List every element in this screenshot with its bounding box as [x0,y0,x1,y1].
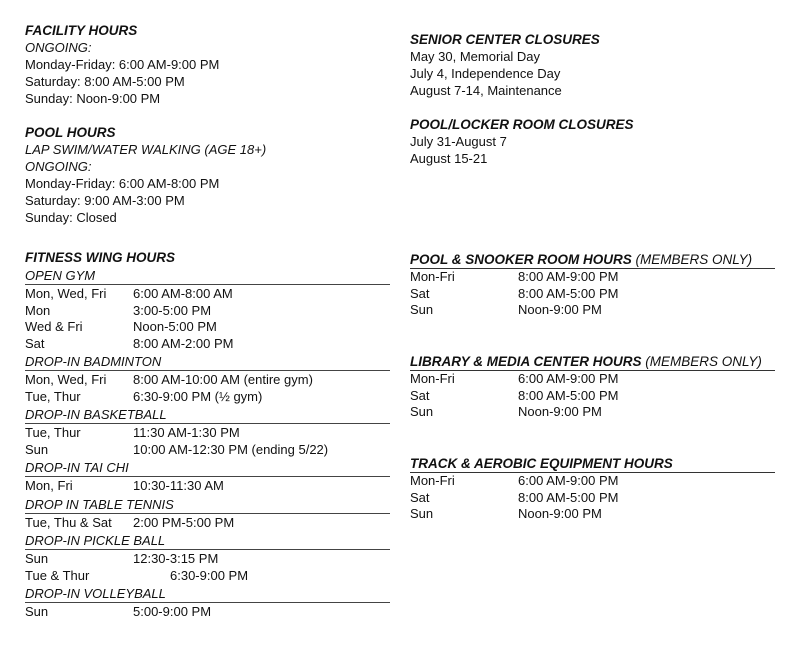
group-heading: DROP-IN BADMINTON [25,354,390,371]
schedule-row [25,303,390,320]
row-time: 12:30-3:15 PM [133,551,219,566]
schedule-row [25,372,390,389]
pool-ongoing: ONGOING: [25,159,92,174]
row-time: 11:30 AM-1:30 PM [133,425,240,440]
row-days: Sat [410,489,430,505]
pool-line: Saturday: 9:00 AM-3:00 PM [25,193,185,208]
row-time: 8:00 AM-10:00 AM (entire gym) [133,372,313,387]
schedule-row [410,371,775,388]
row-time: 8:00 AM-9:00 PM [518,269,619,284]
schedule-row [25,425,390,442]
library-title [410,353,775,371]
schedule-row [410,490,775,507]
row-days: Sat [410,285,430,301]
group-heading: DROP IN TABLE TENNIS [25,497,390,514]
senior-closure-line: August 7-14, Maintenance [410,83,562,98]
row-time: 8:00 AM-2:00 PM [133,335,234,351]
table-tennis-group [25,497,390,532]
facility-line: Saturday: 8:00 AM-5:00 PM [25,74,185,89]
row-time: 2:00 PM-5:00 PM [133,514,235,530]
row-days: Sun [410,302,434,317]
schedule-row [410,404,775,421]
row-days: Wed & Fri [25,319,83,334]
facility-line: Monday-Friday: 6:00 AM-9:00 PM [25,57,220,72]
schedule-row [25,336,390,353]
facility-hours-section [25,22,385,107]
row-days: Mon-Fri [410,371,455,386]
schedule-row [25,286,390,303]
row-time: 5:00-9:00 PM [133,604,212,619]
fitness-wing-title: FITNESS WING HOURS [25,250,176,265]
row-time: 10:30-11:30 AM [133,478,224,493]
track-title: TRACK & AEROBIC EQUIPMENT HOURS [410,455,775,473]
schedule-row [410,388,775,405]
schedule-row [25,551,390,568]
senior-closure-line: July 4, Independence Day [410,66,561,81]
schedule-row [25,515,390,532]
row-time: Noon-9:00 PM [518,404,602,419]
row-days: Sun [25,551,49,566]
open-gym-group [25,268,390,352]
snooker-section [410,251,775,319]
row-days: Mon, Fri [25,478,73,493]
schedule-row [410,302,775,319]
row-days: Mon [25,302,51,318]
row-time: 6:00 AM-9:00 PM [518,473,619,488]
fitness-wing-section [25,249,390,623]
row-days: Mon, Wed, Fri [25,372,107,387]
schedule-row [25,442,390,459]
row-days: Mon-Fri [410,269,455,284]
snooker-title-text: POOL & SNOOKER ROOM HOURS [410,252,632,267]
row-days: Tue, Thur [25,388,81,404]
row-days: Sun [25,441,49,457]
locker-closures-section [410,116,770,167]
row-time: 8:00 AM-5:00 PM [518,387,619,403]
row-days: Sun [410,506,434,521]
row-days: Sun [410,404,434,419]
row-time: 8:00 AM-5:00 PM [518,285,619,301]
schedule-row [410,269,775,286]
row-days: Mon, Wed, Fri [25,286,107,301]
locker-closure-line: August 15-21 [410,151,488,166]
members-only-note: (MEMBERS ONLY) [635,252,753,267]
pool-line: Sunday: Closed [25,210,117,225]
row-time: 8:00 AM-5:00 PM [518,489,619,505]
locker-closure-line: July 31-August 7 [410,134,507,149]
group-heading: OPEN GYM [25,268,390,285]
group-heading: DROP-IN VOLLEYBALL [25,586,390,603]
basketball-group [25,407,390,458]
tai-chi-group [25,460,390,495]
row-days: Tue, Thur [25,425,81,440]
schedule-row [410,506,775,523]
schedule-row [25,568,390,585]
schedule-row [25,478,390,495]
members-only-note: (MEMBERS ONLY) [645,354,762,369]
row-time: 10:00 AM-12:30 PM (ending 5/22) [133,441,329,457]
senior-closure-line: May 30, Memorial Day [410,49,541,64]
row-days: Sat [410,387,430,403]
pool-hours-section [25,124,385,226]
locker-closures-title: POOL/LOCKER ROOM CLOSURES [410,117,634,132]
row-time: Noon-9:00 PM [518,506,602,521]
schedule-row [25,389,390,406]
senior-closures-title: SENIOR CENTER CLOSURES [410,32,600,47]
badminton-group [25,354,390,405]
group-heading: DROP-IN PICKLE BALL [25,533,390,550]
row-time: Noon-9:00 PM [518,302,602,317]
schedule-row [410,473,775,490]
schedule-row [25,319,390,336]
senior-closures-section [410,31,770,99]
facility-hours-title: FACILITY HOURS [25,23,138,38]
row-time: 6:30-9:00 PM (½ gym) [133,388,263,404]
right-top-column [410,31,770,167]
snooker-title [410,251,775,269]
schedule-row [410,286,775,303]
row-time: 6:00 AM-8:00 AM [133,286,233,301]
pool-line: Monday-Friday: 6:00 AM-8:00 PM [25,176,220,191]
group-heading: DROP-IN TAI CHI [25,460,390,477]
pool-hours-subtitle: LAP SWIM/WATER WALKING (AGE 18+) [25,142,267,157]
left-top-column [25,22,385,226]
pickle-ball-group [25,533,390,584]
row-days: Mon-Fri [410,473,455,488]
pool-hours-title: POOL HOURS [25,125,116,140]
row-time: 6:00 AM-9:00 PM [518,371,619,386]
row-time: 3:00-5:00 PM [133,302,212,318]
row-days: Sat [25,335,45,351]
row-days: Tue, Thu & Sat [25,514,112,530]
row-time: 6:30-9:00 PM [170,567,249,583]
group-heading: DROP-IN BASKETBALL [25,407,390,424]
library-title-text: LIBRARY & MEDIA CENTER HOURS [410,354,642,369]
schedule-row [25,604,390,621]
library-section [410,353,775,421]
row-time: Noon-5:00 PM [133,319,217,334]
facility-ongoing: ONGOING: [25,40,92,55]
facility-line: Sunday: Noon-9:00 PM [25,91,161,106]
row-days: Sun [25,604,49,619]
volleyball-group [25,586,390,621]
row-days: Tue & Thur [25,567,90,583]
track-section [410,455,775,523]
